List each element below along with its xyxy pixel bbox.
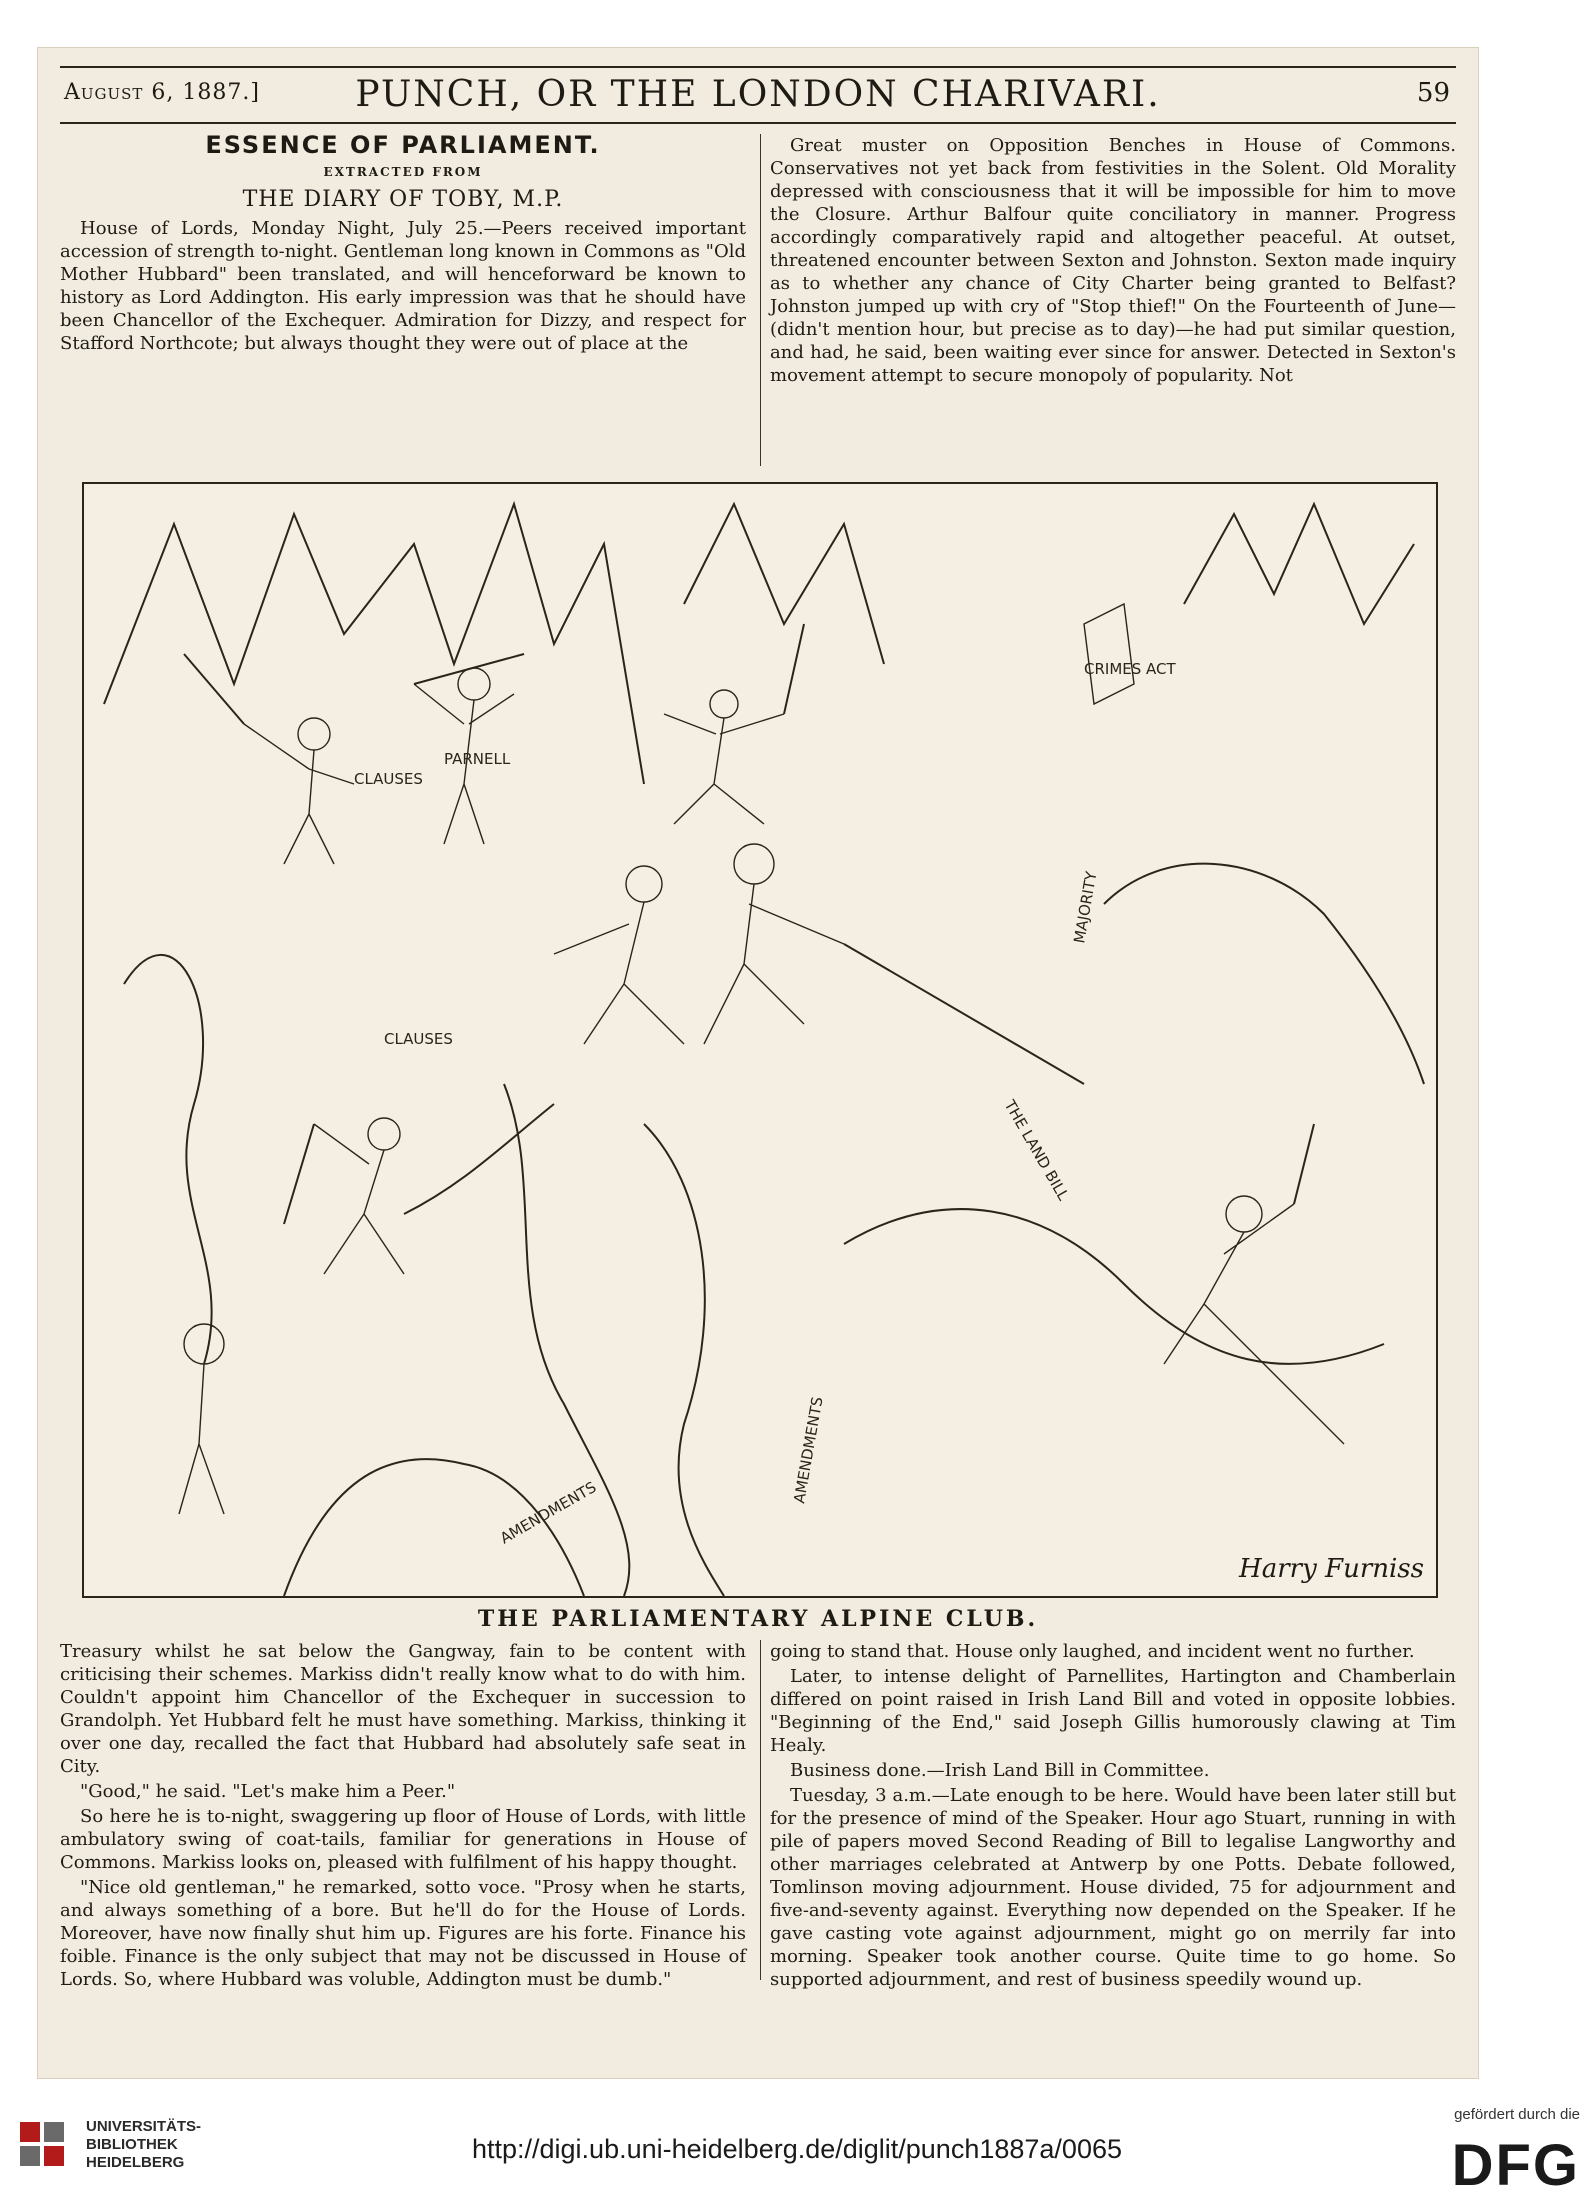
article-paragraph: Business done.—Irish Land Bill in Committee. <box>790 1760 1210 1781</box>
bottom-right-column <box>770 1640 1456 1993</box>
artist-signature: Harry Furniss <box>1239 1554 1424 1584</box>
article-paragraph: Tuesday, 3 a.m.—Late enough to be here. Would have been later still but for the presence of mind of the Speaker. Hour ago Stuart, running in with pile of papers moved Second Reading of Bill to legalise Langworthy and other marriages celebrated at Antwerp by one Potts. Debate followed, Tomlinson moving adjournment. House divided, 75 for adjournment and five-and-seventy against. Everything now depended on the Speaker. If he gave casting vote against adjournment, might go on merrily far into morning. Speaker took another course. Quite time to go home. So supported adjournment, and rest of business speedily wound up. <box>770 1785 1456 1990</box>
article-paragraph: Treasury whilst he sat below the Gangway, fain to be content with criticising their schemes. Markiss didn't really know what to do with him. Couldn't appoint him Chancellor of the Exchequer in succession to Grandolph. Yet Hubbard felt he must have something. Markiss, thinking it over one day, recalled the fact that Hubbard had absolutely safe seat in City. <box>60 1641 746 1777</box>
library-name-line: UNIVERSITÄTS- <box>86 2118 202 2135</box>
article-paragraph: House of Lords, Monday Night, July 25.—Peers received important accession of strength to-night. Gentleman long known in Commons as "Old Mother Hubbard" been translated, and will henceforward be known to history as Lord Addington. His early impression was that he should have been Chancellor of the Exchequer. Admiration for Dizzy, and respect for Stafford Northcote; but always thought they were out of place at the <box>60 218 746 354</box>
library-name-line: BIBLIOTHEK <box>86 2136 178 2153</box>
cartoon-caption: THE PARLIAMENTARY ALPINE CLUB. <box>477 1606 1039 1632</box>
newspaper-page <box>38 48 1478 2078</box>
top-left-column <box>60 131 746 357</box>
cartoon-illustration <box>82 482 1438 1598</box>
cartoon-drawing <box>84 484 1436 1596</box>
label-amendments-2: AMENDMENTS <box>790 1395 827 1505</box>
section-heading: ESSENCE OF PARLIAMENT. <box>205 131 601 159</box>
section-subheading: EXTRACTED FROM <box>323 165 483 179</box>
bottom-columns <box>60 1640 1456 1990</box>
article-paragraph: Later, to intense delight of Parnellites, Hartington and Chamberlain differed on point raised in Irish Land Bill and voted in opposite lobbies. "Beginning of the End," said Joseph Gillis humorously clawing at Tim Healy. <box>770 1666 1456 1756</box>
label-crimes-act: CRIMES ACT <box>1084 660 1176 678</box>
digitization-footer <box>0 2098 1594 2206</box>
label-parnell: PARNELL <box>444 750 511 768</box>
column-divider <box>760 1640 761 1980</box>
article-paragraph: Great muster on Opposition Benches in House of Commons. Conservatives not yet back from festivities in the Solent. Old Morality depressed with consciousness that it will be impossible for him to move the Closure. Arthur Balfour quite conciliatory in manner. Progress accordingly comparatively rapid and altogether peaceful. At outset, threatened encounter between Sexton and Johnston. Sexton made inquiry as to whether any chance of City Charter being granted to Belfast? Johnston jumped up with cry of "Stop thief!" On the Fourteenth of June—(didn't mention hour, but precise as to day)—he had put similar question, and had, he said, been waiting ever since for answer. Detected in Sexton's movement attempt to secure monopoly of popularity. Not <box>770 135 1456 386</box>
column-divider <box>760 134 761 466</box>
cartoon-labels <box>354 660 1177 1547</box>
top-columns <box>60 131 1456 466</box>
label-clauses-1: CLAUSES <box>354 770 423 788</box>
funding-note: gefördert durch die <box>1454 2106 1580 2123</box>
article-paragraph: So here he is to-night, swaggering up floor of House of Lords, with little ambulatory swing of coat-tails, familiar for generations in House of Commons. Markiss looks on, pleased with fulfilment of his happy thought. <box>60 1806 746 1873</box>
label-majority: MAJORITY <box>1070 870 1101 945</box>
climber-figures <box>179 604 1344 1514</box>
article-paragraph: going to stand that. House only laughed, and incident went no further. <box>770 1641 1415 1662</box>
page-header <box>60 66 1456 124</box>
issue-date: August 6, 1887.] <box>64 80 260 105</box>
publication-title: PUNCH, OR THE LONDON CHARIVARI. <box>355 74 1161 115</box>
label-amendments-1: AMENDMENTS <box>497 1477 600 1548</box>
diary-title: THE DIARY OF TOBY, M.P. <box>242 187 564 212</box>
bottom-left-column <box>60 1640 746 1993</box>
label-clauses-2: CLAUSES <box>384 1030 453 1048</box>
dfg-logo: DFG <box>1451 2133 1580 2198</box>
digital-copy-link[interactable]: http://digi.ub.uni-heidelberg.de/diglit/punch1887a/0065 <box>471 2134 1122 2164</box>
mountain-outlines <box>104 504 1424 1596</box>
top-right-column <box>770 134 1456 389</box>
page-content <box>60 48 1456 2078</box>
article-paragraph: "Nice old gentleman," he remarked, sotto voce. "Prosy when he starts, and always something of a bore. But he'll do for the House of Lords. Moreover, have now finally shut him up. Figures are his forte. Finance his foible. Finance is the only subject that may not be discussed in House of Lords. So, where Hubbard was voluble, Addington must be dumb." <box>60 1877 746 1990</box>
library-name-line: HEIDELBERG <box>86 2154 185 2171</box>
label-land-bill: THE LAND BILL <box>1000 1097 1073 1204</box>
page-number: 59 <box>1416 78 1450 108</box>
article-paragraph: "Good," he said. "Let's make him a Peer." <box>80 1781 456 1802</box>
